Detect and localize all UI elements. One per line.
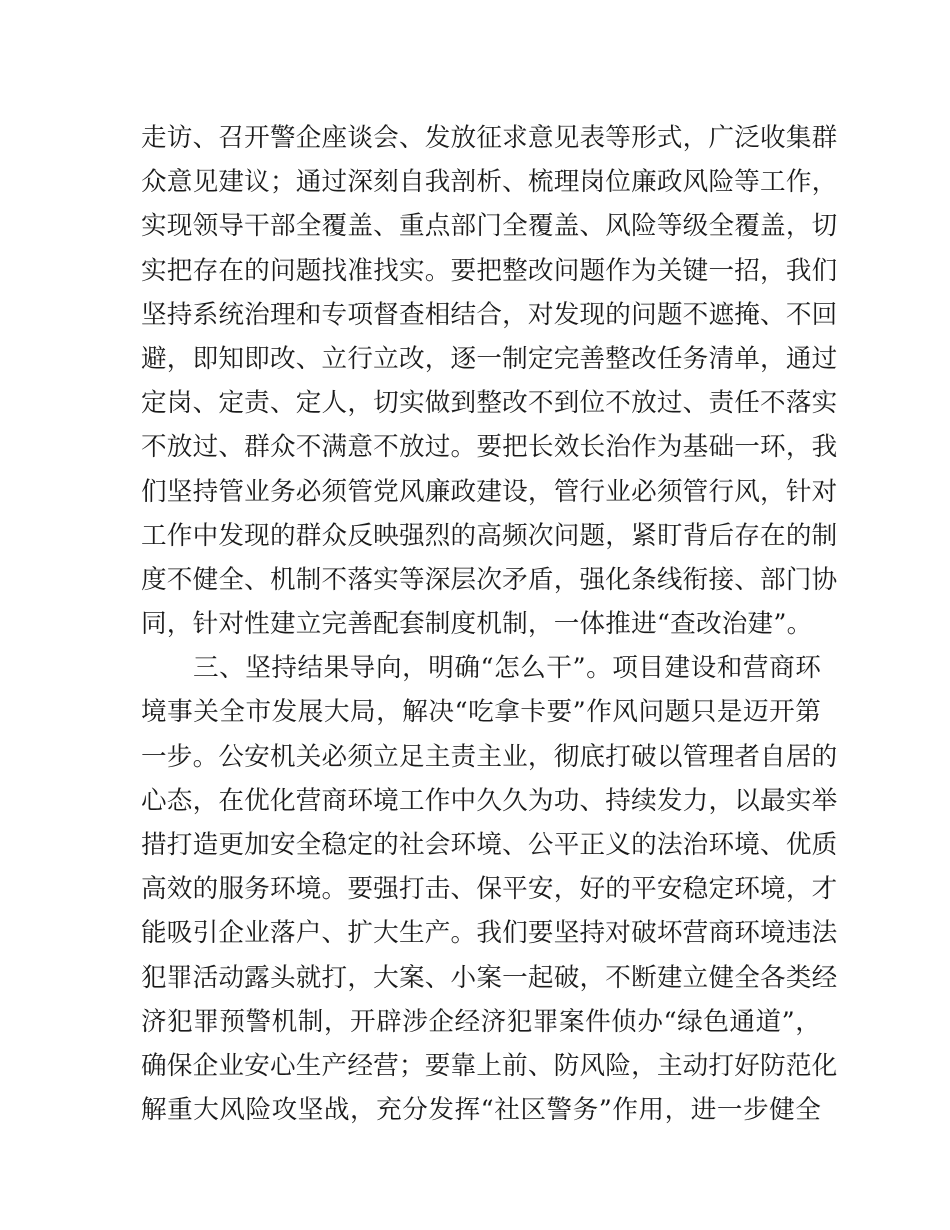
text-line: 坚持系统治理和专项督查相结合，对发现的问题不遮掩、不回 — [141, 299, 838, 330]
section-heading-line: 三、坚持结果导向，明确“怎么干”。项目建设和营商环 — [193, 653, 821, 684]
text-line: 定岗、定责、定人，切实做到整改不到位不放过、责任不落实 — [141, 388, 838, 419]
text-line: 确保企业安心生产经营；要靠上前、防风险，主动打好防范化 — [141, 1050, 838, 1081]
text-line: 工作中发现的群众反映强烈的高频次问题，紧盯背后存在的制 — [141, 520, 838, 551]
text-line: 心态，在优化营商环境工作中久久为功、持续发力，以最实举 — [141, 785, 838, 816]
text-line: 实把存在的问题找准找实。要把整改问题作为关键一招，我们 — [141, 255, 838, 286]
text-line: 高效的服务环境。要强打击、保平安，好的平安稳定环境，才 — [141, 874, 838, 905]
text-line: 们坚持管业务必须管党风廉政建设，管行业必须管行风，针对 — [141, 476, 838, 507]
text-line: 能吸引企业落户、扩大生产。我们要坚持对破坏营商环境违法 — [141, 918, 838, 949]
text-line: 犯罪活动露头就打，大案、小案一起破，不断建立健全各类经 — [141, 962, 838, 993]
text-line: 解重大风险攻坚战，充分发挥“社区警务”作用，进一步健全 — [141, 1095, 821, 1126]
text-line: 一步。公安机关必须立足主责主业，彻底打破以管理者自居的 — [141, 741, 838, 772]
text-line: 济犯罪预警机制，开辟涉企经济犯罪案件侦办“绿色通道”， — [141, 1006, 821, 1037]
body-text — [141, 116, 838, 1132]
text-line: 境事关全市发展大局，解决“吃拿卡要”作风问题只是迈开第 — [141, 697, 821, 728]
text-line: 不放过、群众不满意不放过。要把长效长治作为基础一环，我 — [141, 432, 838, 463]
text-line: 措打造更加安全稳定的社会环境、公平正义的法治环境、优质 — [141, 830, 838, 860]
text-line: 避，即知即改、立行立改，逐一制定完善整改任务清单，通过 — [141, 343, 838, 374]
text-line: 众意见建议；通过深刻自我剖析、梳理岗位廉政风险等工作， — [141, 167, 838, 198]
text-line: 实现领导干部全覆盖、重点部门全覆盖、风险等级全覆盖，切 — [141, 211, 838, 242]
text-line: 度不健全、机制不落实等深层次矛盾，强化条线衔接、部门协 — [141, 564, 838, 595]
paragraph-end-line: 同，针对性建立完善配套制度机制，一体推进“查改治建”。 — [141, 609, 813, 640]
text-line: 走访、召开警企座谈会、发放征求意见表等形式，广泛收集群 — [141, 123, 838, 153]
